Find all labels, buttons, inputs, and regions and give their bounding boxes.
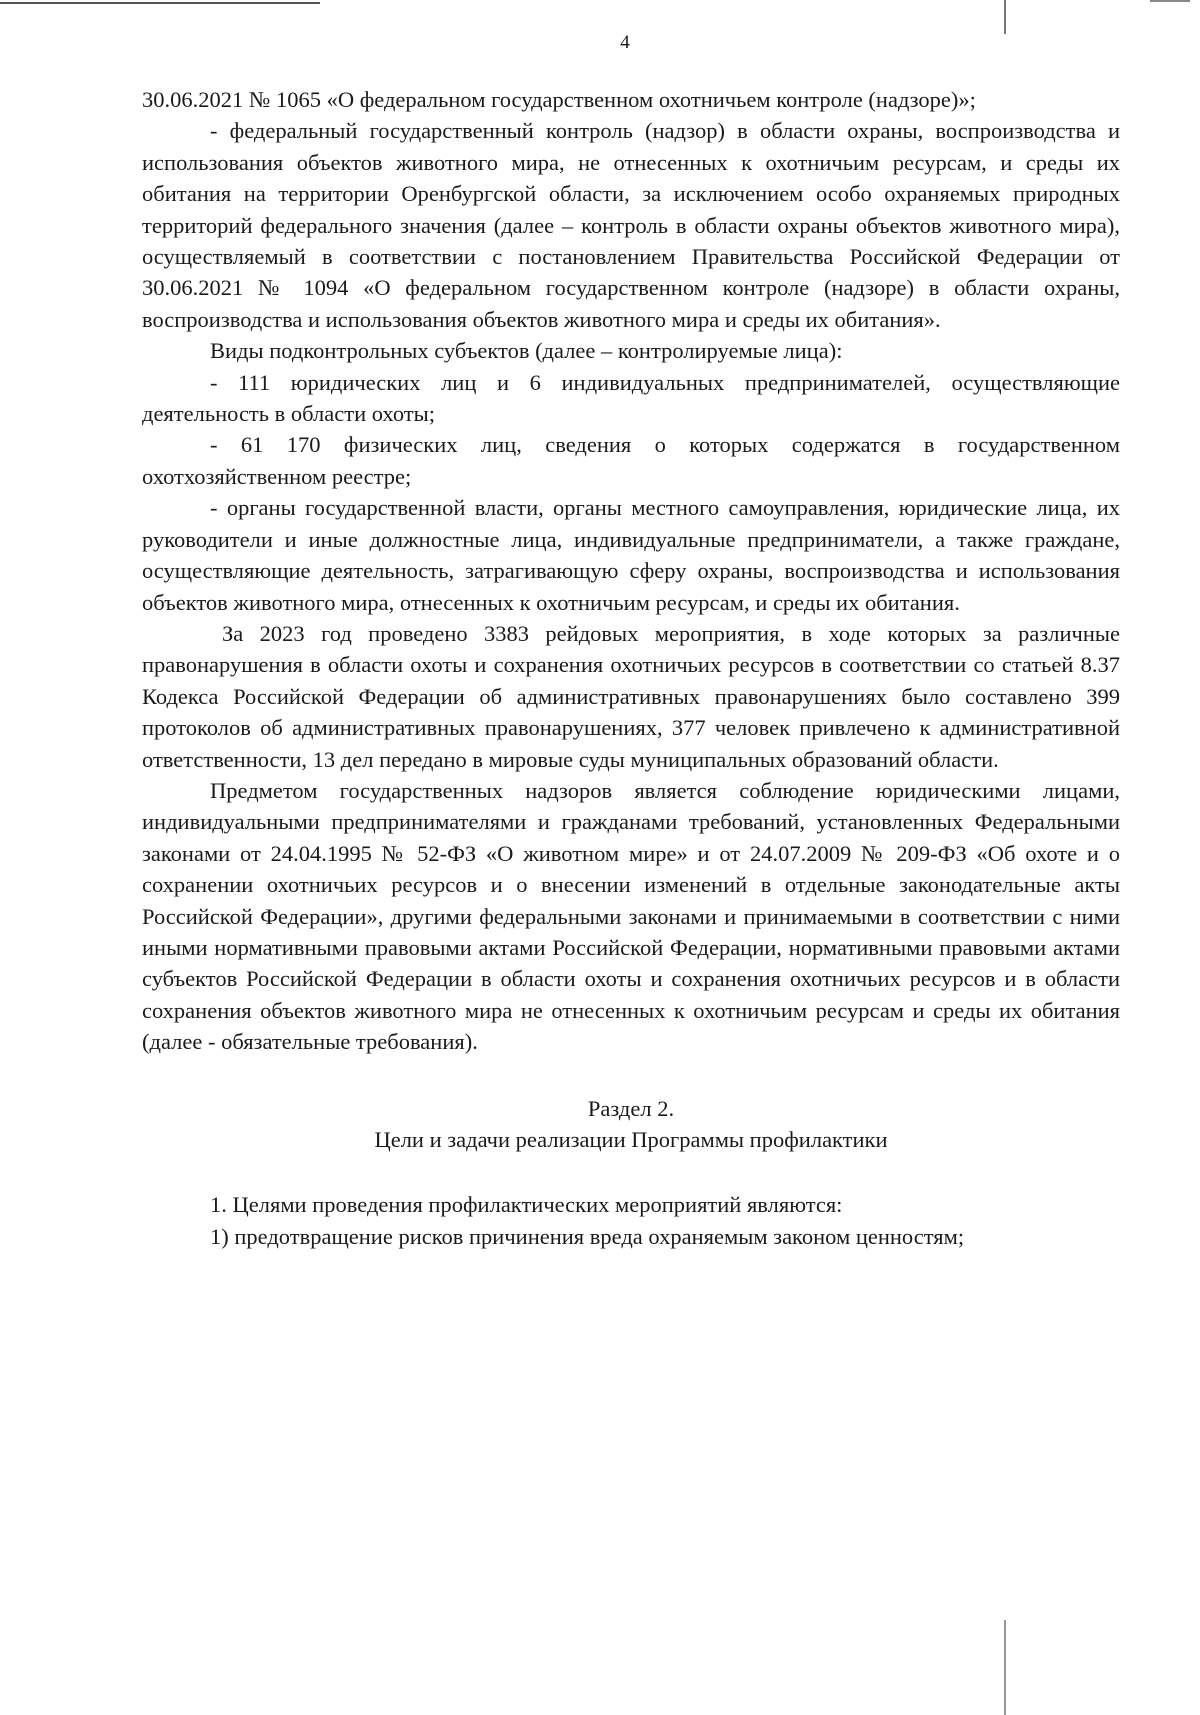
list-item: - 111 юридических лиц и 6 индивидуальных предпринимателей, осуществляющие деятельность в области охоты; — [142, 369, 1120, 427]
document-body — [142, 84, 1120, 1252]
section-title: Цели и задачи реализации Программы профилактики — [374, 1127, 888, 1152]
scan-artifact-mark — [1004, 1620, 1006, 1715]
paragraph: 1. Целями проведения профилактических мероприятий являются: — [210, 1192, 843, 1218]
paragraph: - федеральный государственный контроль (надзор) в области охраны, воспроизводства и использования объектов животного мира, не отнесенных к охотничьим ресурсам, и среды их обитания на территории Оренбургской области, за исключением особо охраняемых природных территорий федерального значения (далее – контроль в области охраны объектов животного мира), осуществляемый в соответствии с постановлением Правительства Российской Федерации от 30.06.2021 № 1094 «О федеральном государственном контроле (надзоре) в области охраны, воспроизводства и использования объектов животного мира и среды их обитания». — [142, 118, 1120, 332]
paragraph: За 2023 год проведено 3383 рейдовых мероприятия, в ходе которых за различные правонарушения в области охоты и сохранения охотничьих ресурсов в соответствии со статьей 8.37 Кодекса Российской Федерации об административных правонарушениях было составлено 399 протоколов об административных правонарушениях, 377 человек привлечено к административной ответственности, 13 дел передано в мировые суды муниципальных образований области. — [142, 620, 1120, 772]
scan-artifact-mark — [1004, 0, 1006, 34]
spacer — [142, 1058, 1120, 1093]
scan-artifact-corner — [1150, 0, 1190, 2]
list-item: - органы государственной власти, органы местного самоуправления, юридические лица, их руководители и иные должностные лица, индивидуальные предприниматели, а также граждане, осуществляющие деятельность, затрагивающую сферу охраны, воспроизводства и использования объектов животного мира, отнесенных к охотничьим ресурсам, и среды их обитания. — [142, 495, 1120, 615]
paragraph: 30.06.2021 № 1065 «О федеральном государственном охотничьем контроле (надзоре)»; — [142, 87, 976, 112]
section-label: Раздел 2. — [587, 1095, 675, 1121]
scan-artifact-line — [0, 2, 320, 4]
spacer — [142, 1155, 1120, 1189]
paragraph: Виды подконтрольных субъектов (далее – контролируемые лица): — [210, 338, 843, 364]
page-number: 4 — [620, 32, 630, 53]
list-item: 1) предотвращение рисков причинения вреда охраняемым законом ценностям; — [210, 1223, 965, 1249]
paragraph: Предметом государственных надзоров является соблюдение юридическими лицами, индивидуальными предпринимателями и гражданами требований, установленных Федеральными законами от 24.04.1995 № 52-ФЗ «О животном мире» и от 24.07.2009 № 209-ФЗ «Об охоте и о сохранении охотничьих ресурсов и о внесении изменений в отдельные законодательные акты Российской Федерации», другими федеральными законами и принимаемыми в соответствии с ними иными нормативными правовыми актами Российской Федерации, нормативными правовыми актами субъектов Российской Федерации в области охоты и сохранения охотничьих ресурсов и в области сохранения объектов животного мира не отнесенных к охотничьим ресурсам и среды их обитания (далее - обязательные требования). — [142, 777, 1120, 1055]
list-item: - 61 170 физических лиц, сведения о которых содержатся в государственном охотхозяйственном реестре; — [142, 432, 1120, 489]
